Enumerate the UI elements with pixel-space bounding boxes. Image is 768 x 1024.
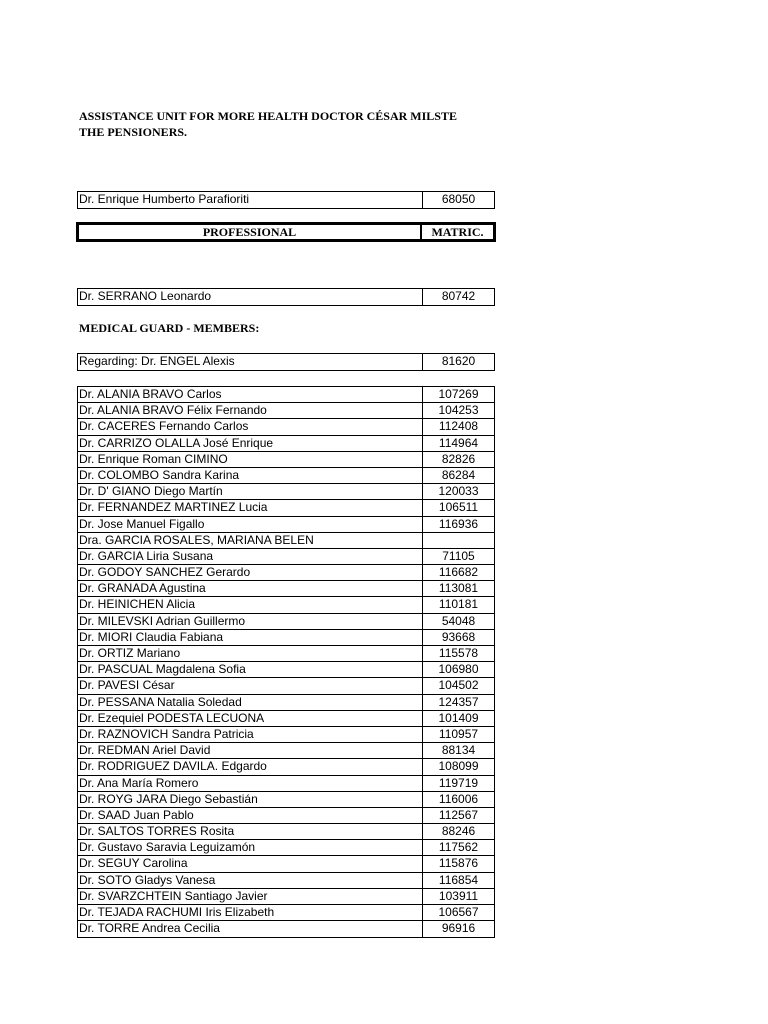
professional-name: Dr. Jose Manuel Figallo [78,517,423,532]
professional-name: Dr. SERRANO Leonardo [78,289,423,305]
matric-number: 80742 [441,289,476,303]
matric-number: 93668 [441,629,476,644]
table-row [78,289,494,305]
table-row [78,614,494,630]
table-row [78,921,494,937]
serrano-row-box [77,288,495,306]
professional-name: Dr. Enrique Roman CIMINO [78,452,423,467]
professional-name: Dr. CACERES Fernando Carlos [78,419,423,434]
professional-name: Dr. SAAD Juan Pablo [78,808,423,823]
table-row [78,565,494,581]
regarding-row-box [77,353,495,371]
table-row [78,824,494,840]
matric-number: 82826 [441,451,476,466]
table-row [78,727,494,743]
table-row [78,905,494,921]
table-row [78,484,494,500]
table-row [78,743,494,759]
professional-name: Dr. CARRIZO OLALLA José Enrique [78,436,423,451]
matric-number: 104502 [438,678,479,693]
professional-name: Dr. PAVESI César [78,678,423,693]
table-row [78,468,494,484]
matric-number: 68050 [441,192,476,206]
professional-name: Dr. Enrique Humberto Parafioriti [78,192,423,208]
matric-number: 104253 [438,403,479,418]
table-row [78,630,494,646]
matric-number: 115578 [438,646,479,660]
professional-name: Dr. FERNANDEZ MARTINEZ Lucia [78,500,423,515]
professional-name: Dr. ALANIA BRAVO Félix Fernando [78,403,423,418]
professional-name: Dr. GRANADA Agustina [78,581,423,596]
professional-name: Dr. MILEVSKI Adrian Guillermo [78,614,423,629]
matric-number: 71105 [442,548,475,563]
matric-number: 117562 [438,840,479,855]
matric-number: 107269 [438,387,479,401]
title-line-2: THE PENSIONERS. [79,124,188,139]
professional-name: Dr. Gustavo Saravia Leguizamón [78,840,423,855]
professional-name: Dr. MIORI Claudia Fabiana [78,630,423,645]
table-row [78,387,494,403]
matric-number: 115876 [438,856,479,871]
matric-number: 114964 [438,435,479,450]
professional-name: Dr. D' GIANO Diego Martín [78,484,423,499]
table-row [78,549,494,565]
members-table [77,386,495,938]
professional-name: Dr. ORTIZ Mariano [78,646,423,661]
table-row [78,840,494,856]
matric-number: 124357 [438,694,479,709]
matric-number: 113081 [438,581,479,596]
table-row [78,403,494,419]
matric-number: 106980 [438,662,479,677]
director-row-box [77,191,495,209]
table-row [78,889,494,905]
table-row [78,808,494,824]
table-row [78,873,494,889]
professional-name: Dra. GARCIA ROSALES, MARIANA BELEN [78,533,423,548]
title-line-1: ASSISTANCE UNIT FOR MORE HEALTH DOCTOR CÉSAR MILSTE [79,109,457,123]
matric-number: 112567 [438,807,479,822]
professional-name: Dr. GODOY SANCHEZ Gerardo [78,565,423,580]
matric-number: 88134 [441,743,476,758]
matric-number: 81620 [441,354,476,368]
professional-name: Regarding: Dr. ENGEL Alexis [78,354,423,370]
matric-number: 116006 [438,791,479,806]
table-row [78,711,494,727]
table-row [78,581,494,597]
professional-name: Dr. Ana María Romero [78,776,423,791]
matric-number: 54048 [441,613,476,628]
matric-number: 116936 [438,516,479,531]
table-row [78,792,494,808]
table-row [78,517,494,533]
matric-number: 110181 [438,597,479,612]
matric-number: 88246 [441,824,476,839]
professional-name: Dr. SOTO Gladys Vanesa [78,873,423,888]
professional-name: Dr. TEJADA RACHUMI Iris Elizabeth [78,905,423,920]
professional-name: Dr. HEINICHEN Alicia [78,597,423,612]
matric-number: 103911 [438,888,479,903]
professional-name: Dr. GARCIA Liria Susana [78,549,423,564]
professional-name: Dr. RAZNOVICH Sandra Patricia [78,727,423,742]
matric-number [423,533,494,548]
table-row [78,695,494,711]
professional-name: Dr. SEGUY Carolina [78,856,423,871]
professional-name: Dr. COLOMBO Sandra Karina [78,468,423,483]
matric-number: 86284 [441,467,476,482]
column-header [76,222,496,242]
professional-name: Dr. PESSANA Natalia Soledad [78,695,423,710]
professional-name: Dr. SALTOS TORRES Rosita [78,824,423,839]
table-row [78,597,494,613]
table-row [78,662,494,678]
professional-name: Dr. ROYG JARA Diego Sebastián [78,792,423,807]
professional-name: Dr. PASCUAL Magdalena Sofia [78,662,423,677]
table-row [78,678,494,694]
professional-name: Dr. RODRIGUEZ DAVILA. Edgardo [78,759,423,774]
professional-name: Dr. SVARZCHTEIN Santiago Javier [78,889,423,904]
matric-number: 110957 [438,726,479,741]
matric-number: 101409 [438,710,479,725]
table-row [78,533,494,549]
section-label-medical-guard: MEDICAL GUARD - MEMBERS: [79,321,260,335]
table-row [78,856,494,872]
matric-number: 106567 [438,905,479,919]
matric-number: 119719 [438,775,479,790]
matric-number: 106511 [438,500,479,515]
table-row [78,452,494,468]
table-row [78,192,494,208]
professional-name: Dr. ALANIA BRAVO Carlos [78,387,423,402]
header-matric: MATRIC. [431,225,484,239]
table-row [78,759,494,775]
table-row [78,776,494,792]
document-title [79,109,509,140]
matric-number: 112408 [438,419,479,434]
table-row [78,500,494,516]
professional-name: Dr. REDMAN Ariel David [78,743,423,758]
table-row [78,436,494,452]
matric-number: 108099 [438,759,479,774]
matric-number: 96916 [441,921,476,936]
matric-number: 116854 [438,872,479,887]
table-row [78,419,494,435]
header-professional: PROFESSIONAL [79,225,422,239]
professional-name: Dr. Ezequiel PODESTA LECUONA [78,711,423,726]
matric-number: 120033 [438,484,479,499]
table-row [78,646,494,662]
matric-number: 116682 [438,565,479,580]
professional-name: Dr. TORRE Andrea Cecilia [78,921,423,937]
table-row [78,354,494,370]
